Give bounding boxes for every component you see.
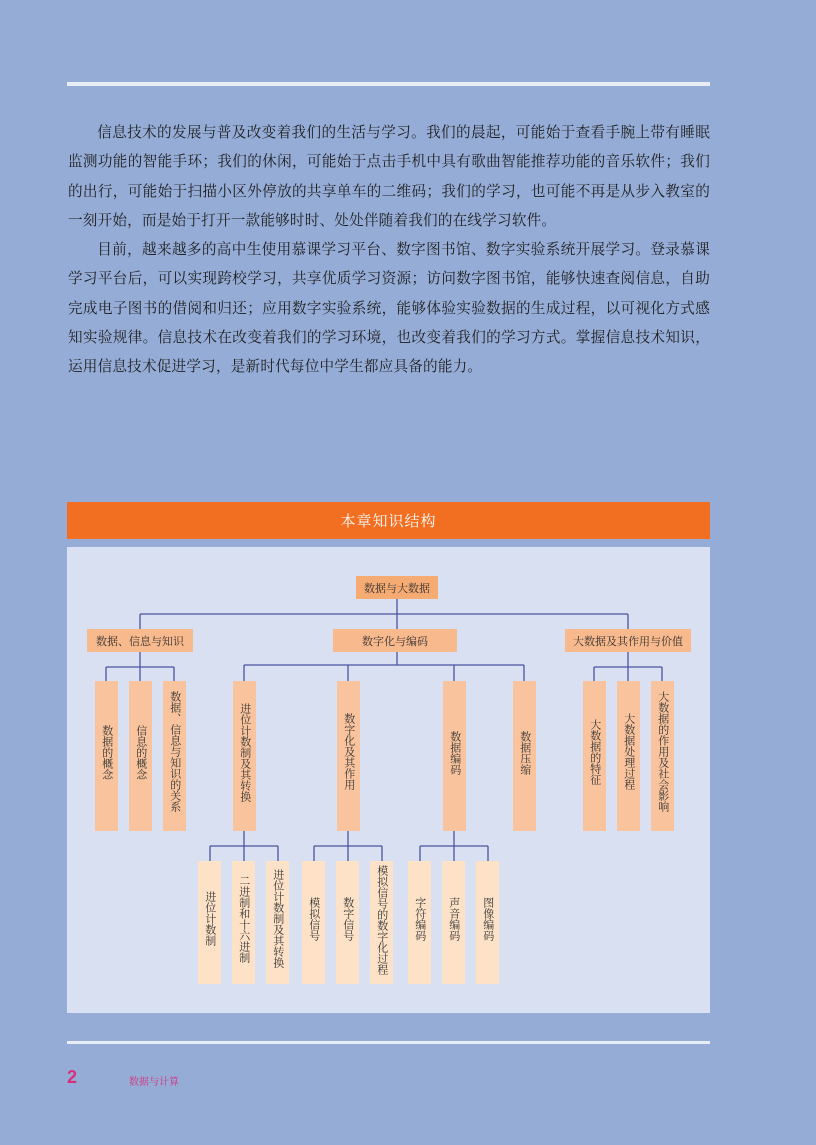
tree-leaf: 大数据的作用及社会影响 <box>651 681 674 831</box>
tree-node: 进位计数制及其转换 <box>233 681 256 831</box>
tree-node-data-info-knowledge: 数据、信息与知识 <box>87 629 193 652</box>
tree-node: 数据编码 <box>443 681 466 831</box>
paragraph: 目前，越来越多的高中生使用慕课学习平台、数字图书馆、数字实验系统开展学习。登录慕课学习平台后，可以实现跨校学习，共享优质学习资源；访问数字图书馆，能够快速查阅信息，自助完成电子图书的借阅和归还；应用数字实验系统，能够体验实验数据的生成过程，以可视化方式感知实验规律。信息技术在改变着我们的学习环境，也改变着我们的学习方式。掌握信息技术知识，运用信息技术促进学习，是新时代每位中学生都应具备的能力。 <box>68 241 710 376</box>
tree-leaf: 图像编码 <box>476 861 499 984</box>
tree-leaf: 数据、信息与知识的关系 <box>163 681 186 831</box>
tree-leaf: 模拟信号 <box>302 861 325 984</box>
tree-leaf: 进位计数制及其转换 <box>266 861 289 984</box>
tree-node-big-data-value: 大数据及其作用与价值 <box>565 629 691 652</box>
knowledge-structure-diagram <box>67 547 710 1013</box>
paragraph: 信息技术的发展与普及改变着我们的生活与学习。我们的晨起，可能始于查看手腕上带有睡眠监测功能的智能手环；我们的休闲，可能始于点击手机中具有歌曲智能推荐功能的音乐软件；我们的出行，可能始于扫描小区外停放的共享单车的二维码；我们的学习，也可能不再是从步入教室的一刻开始，而是始于打开一款能够时时、处处伴随着我们的在线学习软件。 <box>68 124 710 229</box>
tree-leaf: 二进制和十六进制 <box>232 861 255 984</box>
tree-root: 数据与大数据 <box>356 576 438 599</box>
running-footer-title: 数据与计算 <box>129 1077 179 1088</box>
bottom-rule <box>67 1041 710 1044</box>
section-title: 本章知识结构 <box>340 512 437 530</box>
tree-leaf: 大数据处理过程 <box>617 681 640 831</box>
tree-leaf: 数据的概念 <box>95 681 118 831</box>
tree-leaf: 声音编码 <box>442 861 465 984</box>
page-number: 2 <box>67 1067 78 1087</box>
section-banner <box>67 502 710 539</box>
tree-node: 数字化及其作用 <box>337 681 360 831</box>
top-rule <box>67 82 710 86</box>
tree-leaf: 大数据的特征 <box>583 681 606 831</box>
tree-leaf: 模拟信号的数字化过程 <box>370 861 393 984</box>
tree-leaf: 字符编码 <box>408 861 431 984</box>
tree-leaf: 信息的概念 <box>129 681 152 831</box>
tree-node-digitization-encoding: 数字化与编码 <box>333 629 457 652</box>
intro-text <box>68 118 710 382</box>
tree-leaf: 数据压缩 <box>513 681 536 831</box>
tree-leaf: 进位计数制 <box>198 861 221 984</box>
tree-leaf: 数字信号 <box>336 861 359 984</box>
